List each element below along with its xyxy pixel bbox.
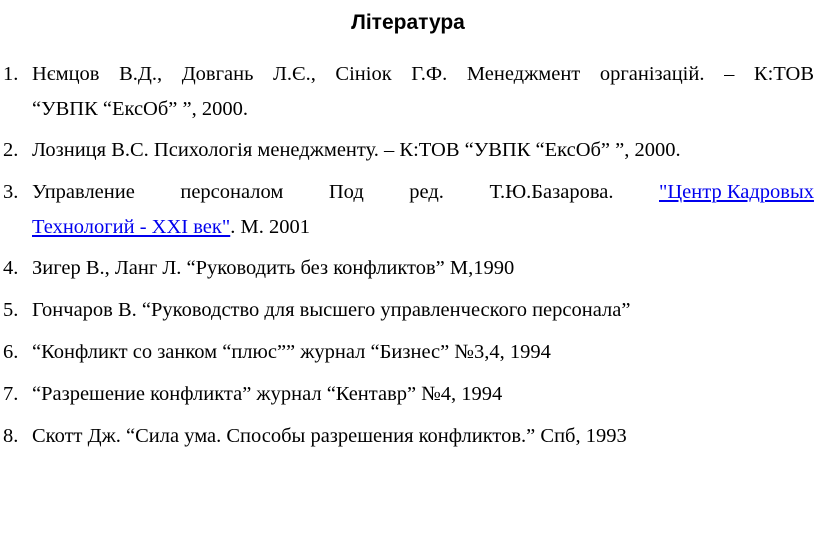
word: К:ТОВ <box>753 63 814 85</box>
word: – <box>724 63 735 85</box>
word: Под <box>328 181 364 204</box>
list-item <box>0 293 816 328</box>
list-item <box>0 133 816 168</box>
list-item-number: 8. <box>3 424 19 447</box>
list-item-text: Гончаров В. “Руководство для высшего управленческого персонала” <box>32 299 631 322</box>
word: Л.Є., <box>273 63 316 85</box>
word: Нємцов <box>32 63 100 85</box>
reference-link[interactable]: Технологий - XXI век" <box>32 215 231 238</box>
list-item-text: “Разрешение конфликта” журнал “Кентавр” №4, 1994 <box>32 382 503 405</box>
list-item-text-line <box>32 175 814 210</box>
word: Г.Ф. <box>411 63 448 85</box>
list-item <box>0 57 816 126</box>
list-item <box>0 251 816 286</box>
list-item <box>0 377 816 412</box>
list-item-text: “Конфликт со занком “плюс”” журнал “Бизнес” №3,4, 1994 <box>32 340 551 363</box>
word: ред. <box>409 181 444 204</box>
list-item-number: 5. <box>3 299 19 322</box>
list-item-text-line: “УВПК “ЕксОб” ”, 2000. <box>32 97 248 120</box>
list-item-text: Лозниця В.С. Психологія менеджменту. – К:ТОВ “УВПК “ЕксОб” ”, 2000. <box>32 139 681 162</box>
list-item-number: 2. <box>3 139 19 162</box>
list-item-text-tail: . М. 2001 <box>230 215 310 238</box>
list-item <box>0 419 816 454</box>
list-item-number: 1. <box>3 63 19 85</box>
list-item-text: Зигер В., Ланг Л. “Руководить без конфликтов” М,1990 <box>32 257 515 280</box>
list-item-number: 3. <box>3 181 19 204</box>
page-title: Література <box>351 11 465 34</box>
reference-link[interactable]: "Центр Кадровых <box>659 181 814 204</box>
list-item-text-line <box>32 57 814 92</box>
word: Т.Ю.Базарова. <box>489 181 614 204</box>
list-item-number: 4. <box>3 257 19 280</box>
list-item-number: 7. <box>3 382 19 405</box>
word: персоналом <box>180 181 284 204</box>
word: В.Д., <box>119 63 163 85</box>
list-item-number: 6. <box>3 340 19 363</box>
list-item-text-line <box>32 210 814 245</box>
list-item <box>0 175 816 244</box>
word: Менеджмент <box>466 63 581 85</box>
word: Довгань <box>181 63 254 85</box>
word: Управление <box>32 181 135 204</box>
word: організацій. <box>599 63 705 85</box>
list-item <box>0 335 816 370</box>
bibliography-list <box>0 57 816 460</box>
list-item-text: Скотт Дж. “Сила ума. Способы разрешения конфликтов.” Спб, 1993 <box>32 424 627 447</box>
word: Сініок <box>335 63 392 85</box>
